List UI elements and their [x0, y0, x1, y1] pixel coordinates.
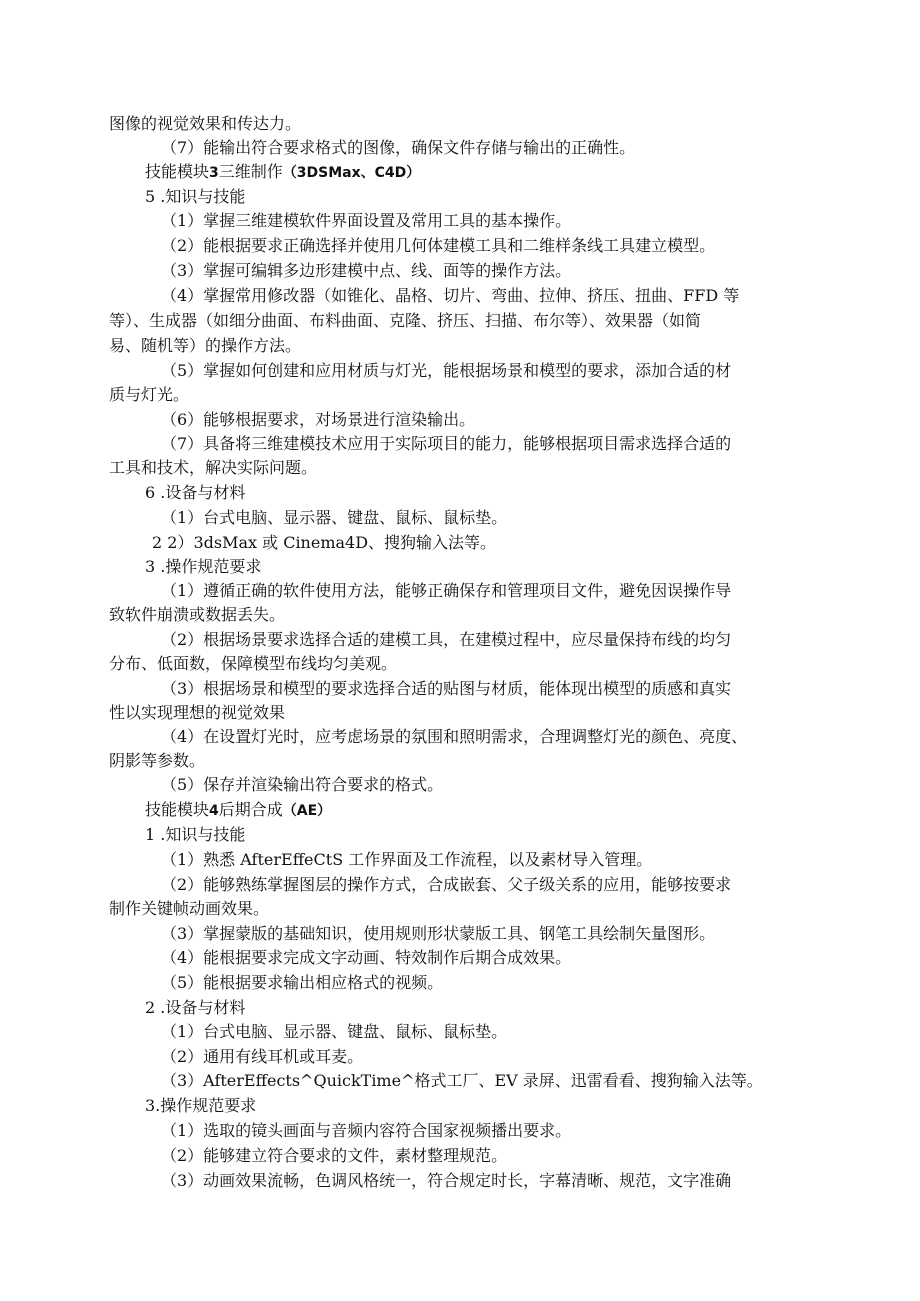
text-line: 工具和技术，解决实际问题。: [109, 458, 318, 477]
text-line: （5）掌握如何创建和应用材质与灯光，能根据场景和模型的要求，添加合适的材: [161, 361, 732, 380]
text-line: （2）根据场景要求选择合适的建模工具，在建模过程中，应尽量保持布线的均匀: [161, 630, 732, 649]
subsection-heading: 3 .操作规范要求: [145, 557, 262, 576]
text-line: （3）根据场景和模型的要求选择合适的贴图与材质，能体现出模型的质感和真实: [161, 679, 732, 698]
text-line: （3）掌握蒙版的基础知识，使用规则形状蒙版工具、钢笔工具绘制矢量图形。: [161, 924, 716, 943]
section-heading: [145, 798, 331, 822]
text-line: （1）遵循正确的软件使用方法，能够正确保存和管理项目文件，避免因误操作导: [161, 581, 732, 600]
text-line: 阴影等参数。: [109, 751, 206, 770]
text-line: 质与灯光。: [109, 385, 190, 404]
text-line: （7）具备将三维建模技术应用于实际项目的能力，能够根据项目需求选择合适的: [161, 434, 732, 453]
subsection-heading: 6 .设备与材料: [145, 483, 246, 502]
text-line: （2）能够建立符合要求的文件，素材整理规范。: [161, 1146, 508, 1165]
text-line: （4）在设置灯光时，应考虑场景的氛围和照明需求，合理调整灯光的颜色、亮度、: [161, 727, 748, 746]
heading-tools: （3DSMax、C4D）: [282, 165, 421, 181]
text-line: （1）熟悉 AfterEffeCtS 工作界面及工作流程，以及素材导入管理。: [161, 850, 653, 869]
text-line: （4）掌握常用修改器（如锥化、晶格、切片、弯曲、拉伸、挤压、扭曲、FFD 等: [161, 286, 740, 305]
text-line: （3）动画效果流畅，色调风格统一，符合规定时长，字幕清晰、规范，文字准确: [161, 1171, 732, 1190]
text-line: （6）能够根据要求，对场景进行渲染输出。: [161, 410, 476, 429]
text-line: 等）、生成器（如细分曲面、布料曲面、克隆、挤压、扫描、布尔等）、效果器（如简: [109, 311, 702, 330]
text-line: 性以实现理想的视觉效果: [109, 703, 286, 722]
text-line: （2）能够熟练掌握图层的操作方式，合成嵌套、父子级关系的应用，能够按要求: [161, 875, 732, 894]
text-line: （2）能根据要求正确选择并使用几何体建模工具和二维样条线工具建立模型。: [161, 236, 716, 255]
subsection-heading: 3.操作规范要求: [145, 1096, 257, 1115]
text-line: （3）AfterEffects^QuickTime^格式工厂、EV 录屏、迅雷看看、搜狗输入法等。: [161, 1071, 763, 1090]
text-line: 致软件崩溃或数据丢失。: [109, 605, 286, 624]
text-line: （1）台式电脑、显示器、键盘、鼠标、鼠标垫。: [161, 1022, 508, 1041]
text-line: 易、随机等）的操作方法。: [109, 336, 302, 355]
section-heading: [145, 160, 420, 184]
text-line: 2 2）3dsMax 或 Cinema4D、搜狗输入法等。: [152, 533, 497, 552]
text-line: （4）能根据要求完成文字动画、特效制作后期合成效果。: [161, 948, 572, 967]
text-line: （2）通用有线耳机或耳麦。: [161, 1047, 364, 1066]
heading-number: 3: [209, 165, 219, 181]
text-line: （1）选取的镜头画面与音频内容符合国家视频播出要求。: [161, 1121, 572, 1140]
text-line: （7）能输出符合要求格式的图像，确保文件存储与输出的正确性。: [161, 138, 636, 157]
text-line: （5）能根据要求输出相应格式的视频。: [161, 973, 444, 992]
heading-title: 三维制作: [218, 162, 283, 181]
text-line: （1）掌握三维建模软件界面设置及常用工具的基本操作。: [161, 211, 572, 230]
heading-title: 后期合成: [218, 800, 283, 819]
text-line: 制作关键帧动画效果。: [109, 899, 270, 918]
text-line: 图像的视觉效果和传达力。: [109, 114, 302, 133]
subsection-heading: 5 .知识与技能: [145, 187, 246, 206]
subsection-heading: 1 .知识与技能: [145, 825, 246, 844]
heading-tools: （AE）: [282, 803, 332, 819]
heading-label: 技能模块: [145, 162, 210, 181]
text-line: 分布、低面数，保障模型布线均匀美观。: [109, 654, 398, 673]
subsection-heading: 2 .设备与材料: [145, 998, 246, 1017]
heading-label: 技能模块: [145, 800, 210, 819]
text-line: （1）台式电脑、显示器、键盘、鼠标、鼠标垫。: [161, 508, 508, 527]
heading-number: 4: [209, 803, 219, 819]
text-line: （3）掌握可编辑多边形建模中点、线、面等的操作方法。: [161, 261, 572, 280]
text-line: （5）保存并渲染输出符合要求的格式。: [161, 775, 444, 794]
